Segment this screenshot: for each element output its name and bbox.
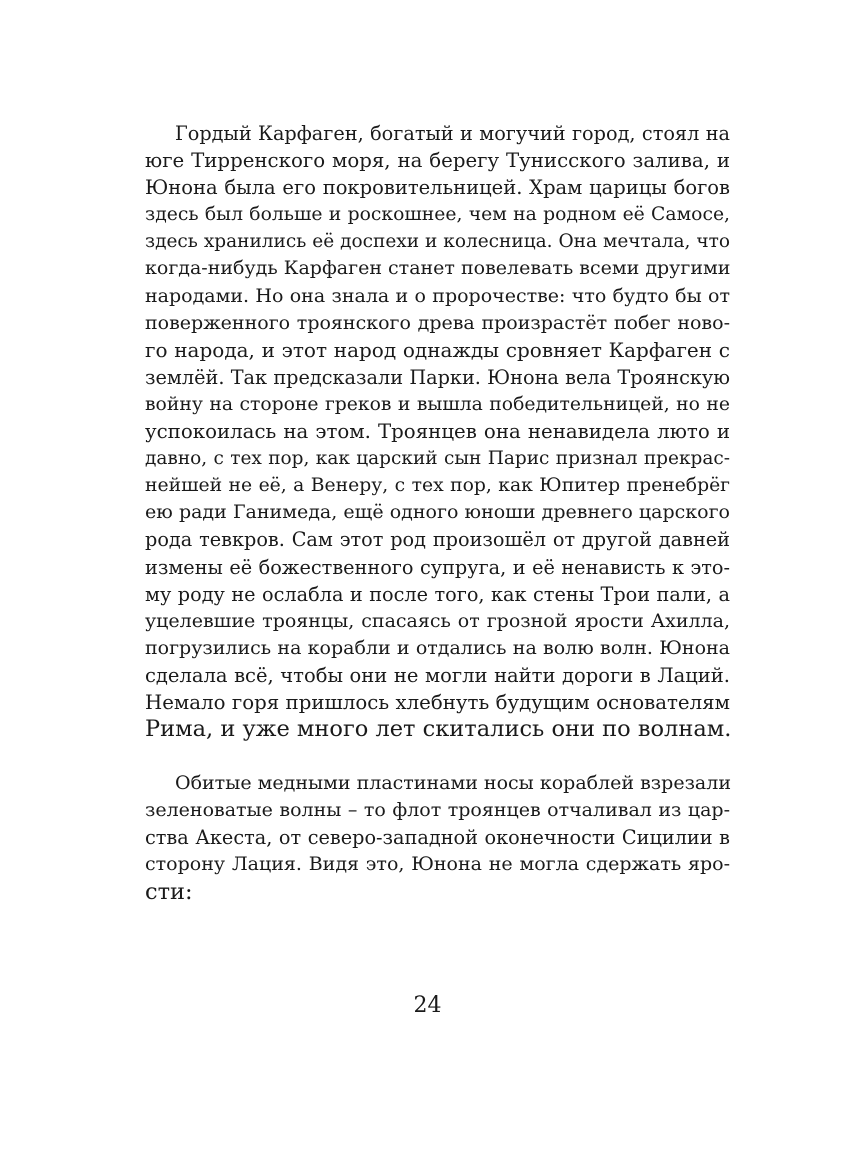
paragraph-2 <box>145 770 730 905</box>
text-line: народами. Но она знала и о пророчестве: что будто бы от <box>145 284 730 307</box>
text-line: Гордый Карфаген, богатый и могучий город, стоял на <box>175 122 730 145</box>
text-line: нейшей не её, а Венеру, с тех пор, как Юпитер пренебрёг <box>145 475 730 497</box>
page-number: 24 <box>413 993 442 1018</box>
text-line: здесь был больше и роскошнее, чем на родном её Самосе, <box>145 204 730 226</box>
text-line: давно, с тех пор, как царский сын Парис признал прекрас- <box>145 448 730 470</box>
text-line: сделала всё, чтобы они не могли найти дороги в Лаций. <box>145 663 730 687</box>
text-line: Рима, и уже много лет скитались они по волнам. <box>145 716 732 743</box>
text-line: здесь хранились её доспехи и колесница. Она мечтала, что <box>145 231 730 253</box>
text-line: погрузились на корабли и отдались на волю волн. Юнона <box>145 636 730 659</box>
text-line: уцелевшие троянцы, спасаясь от грозной ярости Ахилла, <box>145 609 730 632</box>
text-line: юге Тирренского моря, на берегу Тунисского залива, и <box>145 149 730 173</box>
text-line: когда-нибудь Карфаген станет повелевать всеми другими <box>145 257 731 280</box>
text-line: Юнона была его покровительницей. Храм царицы богов <box>145 176 730 200</box>
text-line: сторону Лация. Видя это, Юнона не могла сдержать яро- <box>145 853 730 876</box>
text-line: го народа, и этот народ однажды сровняет Карфаген с <box>145 337 730 362</box>
text-line: Обитые медными пластинами носы кораблей взрезали <box>175 772 731 795</box>
text-line: землёй. Так предсказали Парки. Юнона вела Троянскую <box>145 365 730 389</box>
text-line: рода тевкров. Сам этот род произошёл от другой давней <box>145 528 730 552</box>
text-line: сти: <box>145 878 193 905</box>
page-body <box>145 120 730 906</box>
text-line: ства Акеста, от северо-западной оконечности Сицилии в <box>145 826 730 850</box>
text-line: ею ради Ганимеда, ещё одного юноши древнего царского <box>145 501 730 524</box>
text-line: му роду не ослабла и после того, как стены Трои пали, а <box>145 582 730 606</box>
text-line: зеленоватые волны – то флот троянцев отчаливал из цар- <box>145 799 730 822</box>
text-line: войну на стороне греков и вышла победительницей, но не <box>145 393 730 415</box>
text-line: измены её божественного супруга, и её ненависть к это- <box>145 555 730 579</box>
text-line: поверженного троянского древа произрастёт побег ново- <box>145 311 730 334</box>
paragraph-1 <box>145 120 730 743</box>
text-line: Немало горя пришлось хлебнуть будущим основателям <box>145 690 730 714</box>
text-line: успокоилась на этом. Троянцев она ненавидела люто и <box>145 420 730 444</box>
